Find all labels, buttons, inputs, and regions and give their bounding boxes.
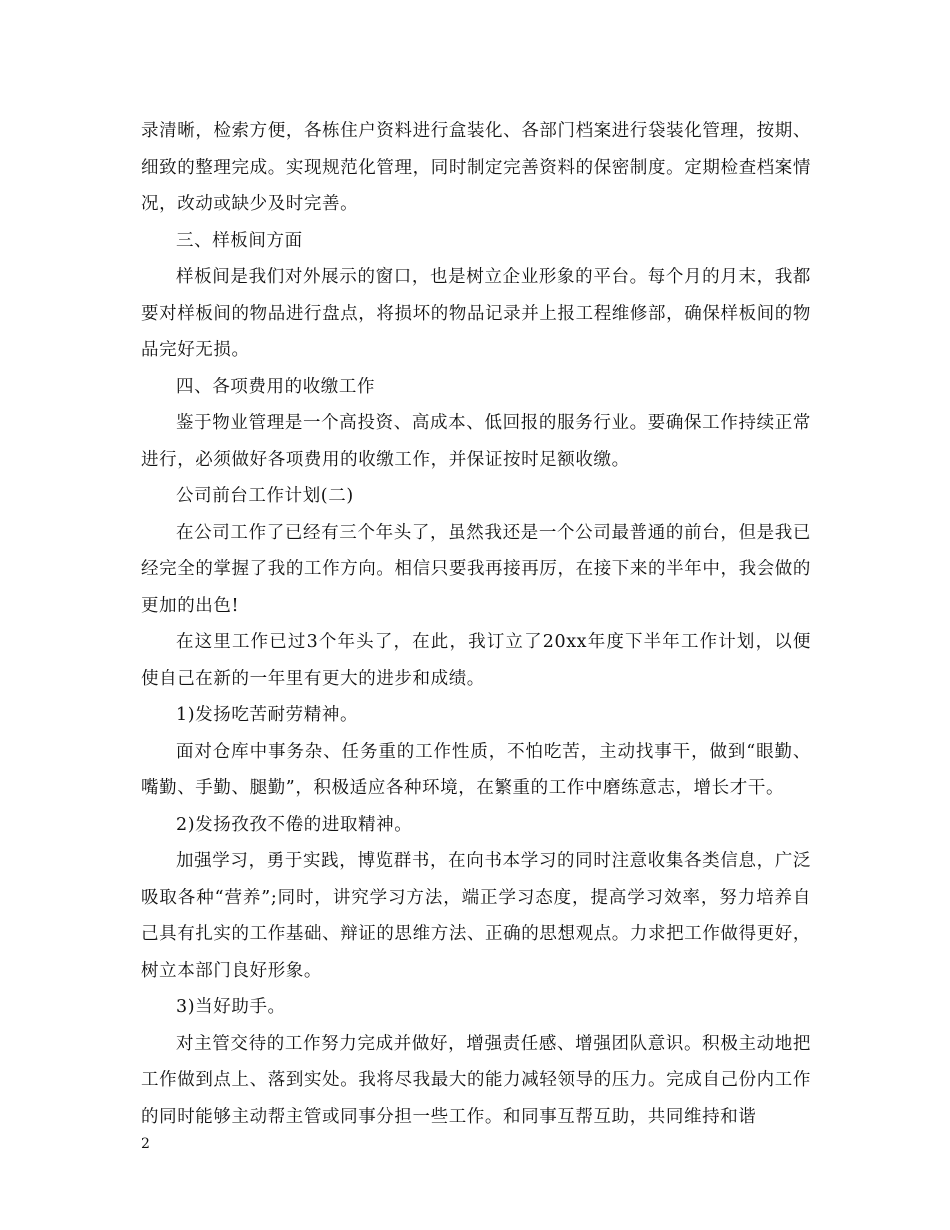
section-heading-fee-collection: 四、各项费用的收缴工作 bbox=[176, 376, 376, 397]
body-text bbox=[141, 113, 811, 1135]
list-item-1-heading: 1)发扬吃苦耐劳精神。 bbox=[176, 705, 359, 725]
paragraph-continuation: 录清晰，检索方便，各栋住户资料进行盒装化、各部门档案进行袋装化管理，按期、细致的整理完成。实现规范化管理，同时制定完善资料的保密制度。定期检查档案情况，改动或缺少及时完善。 bbox=[141, 121, 811, 214]
paragraph-sample-room: 样板间是我们对外展示的窗口，也是树立企业形象的平台。每个月的月末，我都要对样板间的物品进行盘点，将损坏的物品记录并上报工程维修部，确保样板间的物品完好无损。 bbox=[141, 267, 811, 360]
list-item-3-body: 对主管交待的工作努力完成并做好，增强责任感、增强团队意识。积极主动地把工作做到点上、落到实处。我将尽我最大的能力减轻领导的压力。完成自己份内工作的同时能够主动帮主管或同事分担一些工作。和同事互帮互助，共同维持和谐 bbox=[141, 1033, 811, 1127]
list-item-2-body: 加强学习，勇于实践，博览群书，在向书本学习的同时注意收集各类信息，广泛吸取各种“营养”;同时，讲究学习方法，端正学习态度，提高学习效率，努力培养自己具有扎实的工作基础、辩证的思维方法、正确的思想观点。力求把工作做得更好，树立本部门良好形象。 bbox=[141, 851, 811, 981]
list-item-1-body: 面对仓库中事务杂、任务重的工作性质，不怕吃苦，主动找事干，做到“眼勤、嘴勤、手勤、腿勤”，积极适应各种环境，在繁重的工作中磨练意志，增长才干。 bbox=[141, 741, 811, 798]
page-number: 2 bbox=[141, 1136, 150, 1152]
section-heading-work-plan-2: 公司前台工作计划(二) bbox=[176, 486, 354, 506]
list-item-2-heading: 2)发扬孜孜不倦的进取精神。 bbox=[176, 814, 413, 835]
section-heading-sample-room: 三、样板间方面 bbox=[176, 230, 303, 251]
paragraph-plan: 在这里工作已过3个年头了，在此，我订立了20xx年度下半年工作计划，以便使自己在新的一年里有更大的进步和成绩。 bbox=[141, 632, 811, 689]
paragraph-fee-collection: 鉴于物业管理是一个高投资、高成本、低回报的服务行业。要确保工作持续正常进行，必须做好各项费用的收缴工作，并保证按时足额收缴。 bbox=[141, 413, 811, 470]
paragraph-intro: 在公司工作了已经有三个年头了，虽然我还是一个公司最普通的前台，但是我已经完全的掌握了我的工作方向。相信只要我再接再厉，在接下来的半年中，我会做的更加的出色! bbox=[141, 522, 811, 616]
list-item-3-heading: 3)当好助手。 bbox=[176, 997, 286, 1017]
